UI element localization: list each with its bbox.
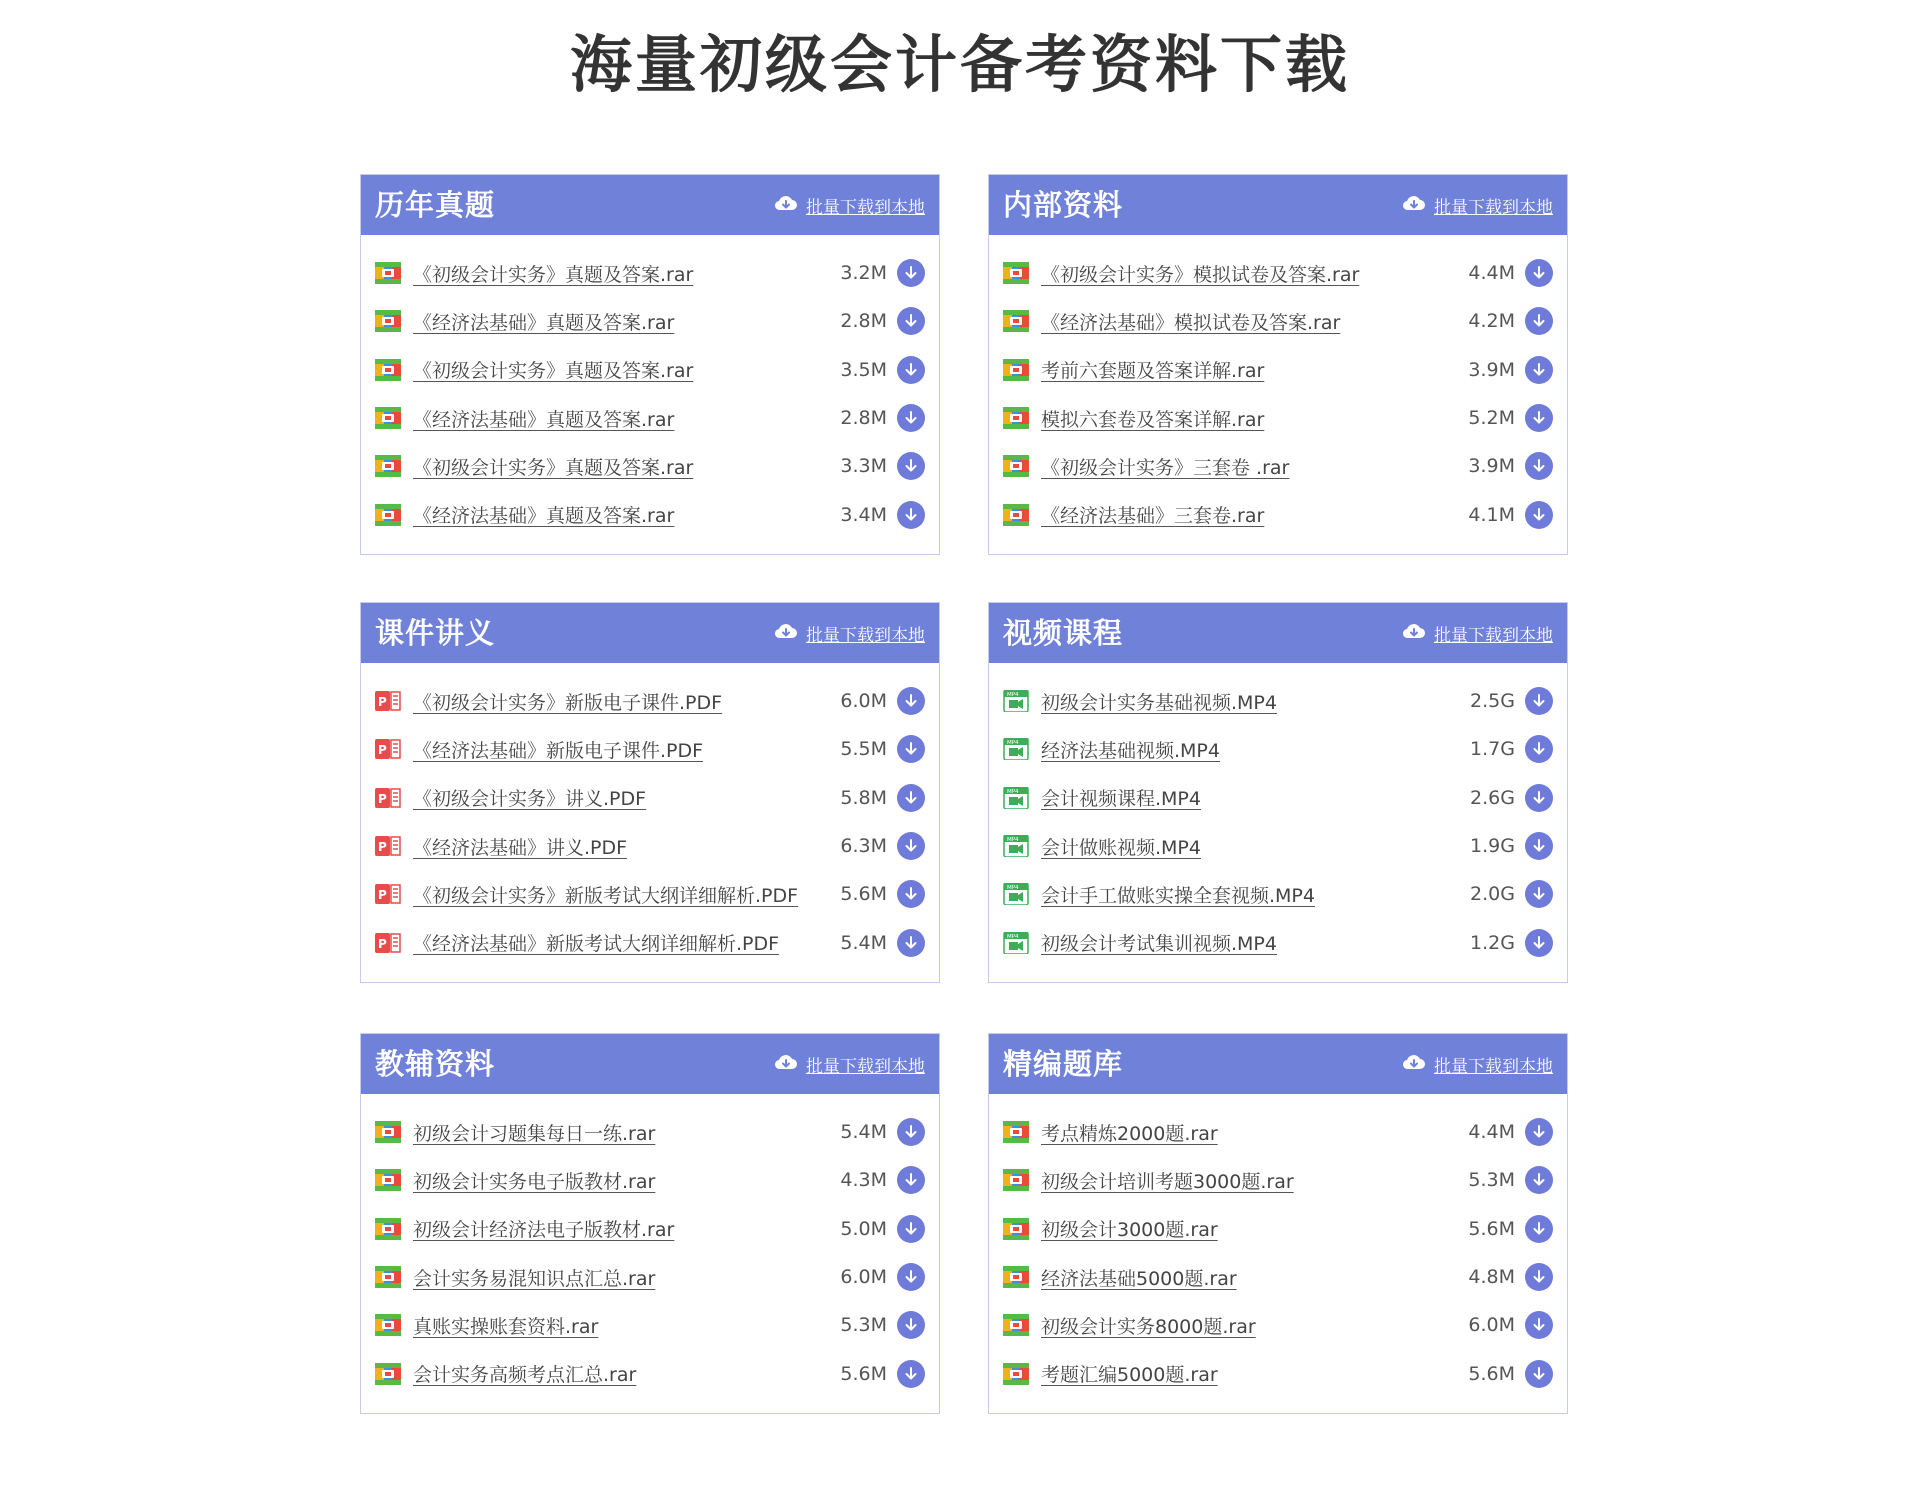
file-size: 4.4M (1468, 262, 1515, 285)
download-button[interactable] (897, 1311, 925, 1339)
file-row (361, 677, 939, 725)
batch-download-label: 批量下载到本地 (806, 1056, 925, 1077)
file-row (989, 677, 1567, 725)
svg-text:MP4: MP4 (1007, 933, 1019, 940)
file-list (989, 663, 1567, 967)
download-button[interactable] (1525, 1360, 1553, 1388)
arrow-down-icon (1531, 458, 1547, 474)
file-size: 5.2M (1468, 407, 1515, 430)
cloud-download-icon (1402, 193, 1434, 218)
arrow-down-icon (903, 313, 919, 329)
file-row (361, 1156, 939, 1204)
file-name-link[interactable]: 初级会计经济法电子版教材.rar (413, 1219, 675, 1242)
download-button[interactable] (897, 880, 925, 908)
archive-rar-icon (375, 504, 401, 526)
page-title: 海量初级会计备考资料下载 (569, 28, 1350, 101)
archive-rar-icon (1003, 310, 1029, 332)
file-row (361, 1205, 939, 1253)
archive-rar-icon (1003, 504, 1029, 526)
batch-download-link[interactable] (1402, 193, 1553, 218)
file-name-link[interactable]: 《经济法基础》真题及答案.rar (413, 408, 675, 431)
file-name-link[interactable]: 会计实务高频考点汇总.rar (413, 1364, 637, 1387)
mp4-video-icon (1003, 883, 1029, 905)
svg-text:P: P (378, 695, 387, 710)
panel-header (361, 603, 939, 663)
archive-rar-icon (1003, 1218, 1029, 1240)
archive-rar-icon (375, 1363, 401, 1385)
file-size: 3.2M (840, 262, 887, 285)
archive-rar-icon (1003, 407, 1029, 429)
file-size: 2.0G (1470, 883, 1515, 906)
archive-rar-icon (1003, 1314, 1029, 1336)
archive-rar-icon (1003, 1121, 1029, 1143)
svg-text:P: P (378, 888, 387, 903)
file-name-link[interactable]: 初级会计实务8000题.rar (1041, 1315, 1256, 1338)
arrow-down-icon (1531, 1269, 1547, 1285)
archive-rar-icon (1003, 262, 1029, 284)
arrow-down-icon (903, 838, 919, 854)
batch-download-label: 批量下载到本地 (806, 625, 925, 646)
file-size: 4.8M (1468, 1266, 1515, 1289)
download-button[interactable] (897, 784, 925, 812)
pdf-file-icon (375, 787, 401, 809)
archive-rar-icon (1003, 1363, 1029, 1385)
cloud-download-icon (774, 1052, 806, 1077)
file-name-link[interactable]: 初级会计培训考题3000题.rar (1041, 1170, 1294, 1193)
arrow-down-icon (1531, 838, 1547, 854)
file-name-link[interactable]: 初级会计实务电子版教材.rar (413, 1170, 656, 1193)
file-name-link[interactable]: 会计手工做账实操全套视频.MP4 (1041, 884, 1315, 907)
file-row (361, 1253, 939, 1301)
cloud-download-icon (1402, 1052, 1434, 1077)
arrow-down-icon (1531, 886, 1547, 902)
file-name-link[interactable]: 《初级会计实务》讲义.PDF (413, 788, 647, 811)
file-row (989, 1349, 1567, 1397)
file-row (989, 822, 1567, 870)
download-button[interactable] (897, 1166, 925, 1194)
panel-courseware (360, 602, 940, 983)
file-size: 6.0M (840, 690, 887, 713)
archive-rar-icon (375, 407, 401, 429)
download-button[interactable] (897, 404, 925, 432)
file-name-link[interactable]: 《初级会计实务》新版电子课件.PDF (413, 691, 723, 714)
download-button[interactable] (897, 1118, 925, 1146)
file-size: 5.8M (840, 786, 887, 809)
file-name-link[interactable]: 《经济法基础》三套卷.rar (1041, 505, 1265, 528)
arrow-down-icon (1531, 362, 1547, 378)
arrow-down-icon (1531, 313, 1547, 329)
arrow-down-icon (1531, 1221, 1547, 1237)
archive-rar-icon (375, 1169, 401, 1191)
file-size: 4.2M (1468, 310, 1515, 333)
file-size: 2.8M (840, 407, 887, 430)
batch-download-link[interactable] (774, 621, 925, 646)
file-size: 3.9M (1468, 358, 1515, 381)
file-row (989, 346, 1567, 394)
file-name-link[interactable]: 考题汇编5000题.rar (1041, 1364, 1218, 1387)
download-button[interactable] (1525, 929, 1553, 957)
arrow-down-icon (903, 458, 919, 474)
file-row (989, 1156, 1567, 1204)
archive-rar-icon (375, 1266, 401, 1288)
file-size: 5.6M (840, 883, 887, 906)
batch-download-link[interactable] (1402, 1052, 1553, 1077)
arrow-down-icon (903, 265, 919, 281)
download-button[interactable] (1525, 259, 1553, 287)
file-list (989, 235, 1567, 539)
panel-title: 历年真题 (375, 188, 496, 222)
file-size: 4.4M (1468, 1121, 1515, 1144)
svg-text:MP4: MP4 (1007, 692, 1019, 699)
file-size: 1.7G (1470, 738, 1515, 761)
file-row (361, 725, 939, 773)
download-button[interactable] (1525, 784, 1553, 812)
mp4-video-icon (1003, 932, 1029, 954)
file-size: 5.0M (840, 1217, 887, 1240)
archive-rar-icon (375, 310, 401, 332)
arrow-down-icon (1531, 1172, 1547, 1188)
panel-header (361, 1034, 939, 1094)
arrow-down-icon (1531, 1366, 1547, 1382)
file-name-link[interactable]: 《初级会计实务》模拟试卷及答案.rar (1041, 263, 1360, 286)
file-size: 3.3M (840, 455, 887, 478)
download-button[interactable] (1525, 880, 1553, 908)
file-name-link[interactable]: 模拟六套卷及答案详解.rar (1041, 408, 1265, 431)
file-row (989, 725, 1567, 773)
file-row (361, 394, 939, 442)
arrow-down-icon (1531, 1124, 1547, 1140)
arrow-down-icon (903, 693, 919, 709)
batch-download-label: 批量下载到本地 (1434, 197, 1553, 218)
file-row (989, 394, 1567, 442)
file-list (989, 1094, 1567, 1398)
file-row (989, 870, 1567, 918)
file-row (361, 1301, 939, 1349)
file-size: 5.6M (1468, 1362, 1515, 1385)
panel-past-exams (360, 174, 940, 555)
arrow-down-icon (1531, 265, 1547, 281)
file-size: 3.4M (840, 503, 887, 526)
archive-rar-icon (1003, 1169, 1029, 1191)
file-size: 5.3M (840, 1314, 887, 1337)
archive-rar-icon (375, 1314, 401, 1336)
archive-rar-icon (375, 1121, 401, 1143)
file-size: 2.5G (1470, 690, 1515, 713)
download-button[interactable] (1525, 832, 1553, 860)
file-row (989, 774, 1567, 822)
batch-download-label: 批量下载到本地 (1434, 625, 1553, 646)
download-button[interactable] (1525, 1118, 1553, 1146)
file-row (989, 1205, 1567, 1253)
file-size: 6.0M (840, 1266, 887, 1289)
file-name-link[interactable]: 初级会计考试集训视频.MP4 (1041, 933, 1277, 956)
arrow-down-icon (903, 507, 919, 523)
archive-rar-icon (1003, 455, 1029, 477)
archive-rar-icon (1003, 1266, 1029, 1288)
file-size: 5.4M (840, 1121, 887, 1144)
download-button[interactable] (897, 735, 925, 763)
download-button[interactable] (897, 307, 925, 335)
arrow-down-icon (1531, 935, 1547, 951)
file-name-link[interactable]: 会计实务易混知识点汇总.rar (413, 1267, 656, 1290)
file-size: 3.9M (1468, 455, 1515, 478)
arrow-down-icon (903, 362, 919, 378)
file-row (989, 249, 1567, 297)
file-row (989, 918, 1567, 966)
batch-download-label: 批量下载到本地 (806, 197, 925, 218)
file-row (361, 822, 939, 870)
file-row (989, 1301, 1567, 1349)
arrow-down-icon (903, 1366, 919, 1382)
file-size: 6.3M (840, 835, 887, 858)
panel-video-courses (988, 602, 1568, 983)
arrow-down-icon (903, 790, 919, 806)
panel-teaching-aids (360, 1033, 940, 1414)
file-row (989, 490, 1567, 538)
arrow-down-icon (1531, 790, 1547, 806)
archive-rar-icon (375, 359, 401, 381)
panel-title: 课件讲义 (375, 616, 496, 650)
archive-rar-icon (375, 1218, 401, 1240)
file-size: 1.2G (1470, 931, 1515, 954)
file-size: 4.1M (1468, 503, 1515, 526)
file-size: 1.9G (1470, 835, 1515, 858)
download-button[interactable] (897, 1360, 925, 1388)
download-button[interactable] (897, 929, 925, 957)
file-size: 5.6M (1468, 1217, 1515, 1240)
arrow-down-icon (903, 1269, 919, 1285)
pdf-file-icon (375, 738, 401, 760)
file-size: 6.0M (1468, 1314, 1515, 1337)
panel-title: 视频课程 (1003, 616, 1124, 650)
file-size: 5.3M (1468, 1169, 1515, 1192)
pdf-file-icon (375, 835, 401, 857)
download-button[interactable] (1525, 1263, 1553, 1291)
file-name-link[interactable]: 《初级会计实务》真题及答案.rar (413, 360, 694, 383)
arrow-down-icon (903, 1317, 919, 1333)
download-button[interactable] (1525, 1311, 1553, 1339)
cloud-download-icon (774, 193, 806, 218)
archive-rar-icon (375, 262, 401, 284)
download-button[interactable] (1525, 452, 1553, 480)
file-name-link[interactable]: 《经济法基础》讲义.PDF (413, 836, 628, 859)
file-row (361, 918, 939, 966)
arrow-down-icon (903, 410, 919, 426)
svg-text:P: P (378, 743, 387, 758)
file-row (361, 490, 939, 538)
download-button[interactable] (1525, 404, 1553, 432)
file-name-link[interactable]: 经济法基础5000题.rar (1041, 1267, 1237, 1290)
download-button[interactable] (1525, 1166, 1553, 1194)
cloud-download-icon (1402, 621, 1434, 646)
mp4-video-icon (1003, 835, 1029, 857)
file-row (989, 1108, 1567, 1156)
svg-text:MP4: MP4 (1007, 740, 1019, 747)
file-name-link[interactable]: 考点精炼2000题.rar (1041, 1122, 1218, 1145)
svg-text:P: P (378, 840, 387, 855)
file-size: 2.8M (840, 310, 887, 333)
file-list (361, 235, 939, 539)
download-button[interactable] (1525, 1215, 1553, 1243)
arrow-down-icon (903, 1172, 919, 1188)
file-size: 5.4M (840, 931, 887, 954)
panel-title: 内部资料 (1003, 188, 1124, 222)
file-name-link[interactable]: 《初级会计实务》新版考试大纲详细解析.PDF (413, 884, 799, 907)
download-button[interactable] (897, 1263, 925, 1291)
cloud-download-icon (774, 621, 806, 646)
download-button[interactable] (897, 687, 925, 715)
file-name-link[interactable]: 《经济法基础》真题及答案.rar (413, 505, 675, 528)
arrow-down-icon (1531, 741, 1547, 757)
file-row (361, 1108, 939, 1156)
download-button[interactable] (1525, 501, 1553, 529)
file-list (361, 1094, 939, 1398)
arrow-down-icon (1531, 1317, 1547, 1333)
arrow-down-icon (903, 741, 919, 757)
batch-download-link[interactable] (1402, 621, 1553, 646)
panel-header (989, 1034, 1567, 1094)
file-name-link[interactable]: 初级会计实务基础视频.MP4 (1041, 691, 1277, 714)
file-name-link[interactable]: 《经济法基础》新版电子课件.PDF (413, 739, 704, 762)
mp4-video-icon (1003, 787, 1029, 809)
file-row (361, 774, 939, 822)
download-button[interactable] (1525, 687, 1553, 715)
file-name-link[interactable]: 初级会计3000题.rar (1041, 1219, 1218, 1242)
download-button[interactable] (1525, 735, 1553, 763)
download-button[interactable] (897, 832, 925, 860)
file-name-link[interactable]: 《经济法基础》真题及答案.rar (413, 311, 675, 334)
arrow-down-icon (1531, 410, 1547, 426)
download-button[interactable] (897, 501, 925, 529)
file-row (989, 1253, 1567, 1301)
arrow-down-icon (903, 886, 919, 902)
file-size: 5.6M (840, 1362, 887, 1385)
file-row (361, 249, 939, 297)
panel-question-bank (988, 1033, 1568, 1414)
file-name-link[interactable]: 《经济法基础》模拟试卷及答案.rar (1041, 311, 1341, 334)
file-size: 2.6G (1470, 786, 1515, 809)
file-name-link[interactable]: 真账实操账套资料.rar (413, 1315, 599, 1338)
file-row (361, 1349, 939, 1397)
arrow-down-icon (903, 1221, 919, 1237)
pdf-file-icon (375, 690, 401, 712)
file-name-link[interactable]: 经济法基础视频.MP4 (1041, 739, 1220, 762)
file-name-link[interactable]: 《经济法基础》新版考试大纲详细解析.PDF (413, 933, 780, 956)
batch-download-link[interactable] (774, 193, 925, 218)
file-size: 3.5M (840, 358, 887, 381)
file-name-link[interactable]: 会计视频课程.MP4 (1041, 788, 1201, 811)
panel-header (989, 175, 1567, 235)
file-name-link[interactable]: 《初级会计实务》三套卷 .rar (1041, 456, 1290, 479)
mp4-video-icon (1003, 690, 1029, 712)
download-button[interactable] (1525, 356, 1553, 384)
file-row (989, 297, 1567, 345)
download-button[interactable] (897, 452, 925, 480)
file-row (361, 442, 939, 490)
panel-title: 精编题库 (1003, 1047, 1124, 1081)
file-name-link[interactable]: 《初级会计实务》真题及答案.rar (413, 263, 694, 286)
svg-text:MP4: MP4 (1007, 885, 1019, 892)
file-row (361, 346, 939, 394)
download-button[interactable] (897, 259, 925, 287)
svg-text:MP4: MP4 (1007, 788, 1019, 795)
batch-download-label: 批量下载到本地 (1434, 1056, 1553, 1077)
archive-rar-icon (375, 455, 401, 477)
file-name-link[interactable]: 《初级会计实务》真题及答案.rar (413, 456, 694, 479)
download-button[interactable] (1525, 307, 1553, 335)
archive-rar-icon (1003, 359, 1029, 381)
file-row (989, 442, 1567, 490)
file-size: 5.5M (840, 738, 887, 761)
arrow-down-icon (903, 935, 919, 951)
download-button[interactable] (897, 1215, 925, 1243)
panel-header (361, 175, 939, 235)
svg-text:P: P (378, 791, 387, 806)
arrow-down-icon (1531, 507, 1547, 523)
panel-header (989, 603, 1567, 663)
panel-internal-materials (988, 174, 1568, 555)
svg-text:MP4: MP4 (1007, 837, 1019, 844)
file-list (361, 663, 939, 967)
download-button[interactable] (897, 356, 925, 384)
svg-text:P: P (378, 936, 387, 951)
file-name-link[interactable]: 会计做账视频.MP4 (1041, 836, 1201, 859)
arrow-down-icon (903, 1124, 919, 1140)
file-row (361, 870, 939, 918)
batch-download-link[interactable] (774, 1052, 925, 1077)
pdf-file-icon (375, 883, 401, 905)
pdf-file-icon (375, 932, 401, 954)
file-row (361, 297, 939, 345)
arrow-down-icon (1531, 693, 1547, 709)
file-name-link[interactable]: 考前六套题及答案详解.rar (1041, 360, 1265, 383)
mp4-video-icon (1003, 738, 1029, 760)
panel-title: 教辅资料 (375, 1047, 496, 1081)
file-size: 4.3M (840, 1169, 887, 1192)
file-name-link[interactable]: 初级会计习题集每日一练.rar (413, 1122, 656, 1145)
